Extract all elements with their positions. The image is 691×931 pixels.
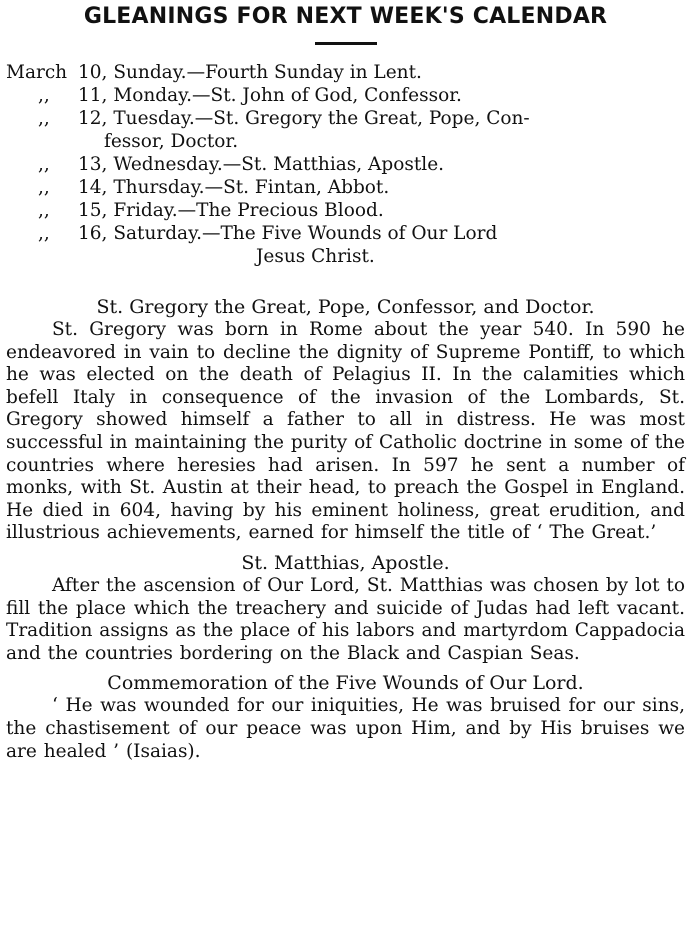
page-title: GLEANINGS FOR NEXT WEEK'S CALENDAR: [83, 4, 608, 29]
calendar-item: [6, 176, 685, 199]
calendar-text: Saturday.—The Five Wounds of Our Lord: [113, 223, 498, 244]
calendar-text: Sunday.—Fourth Sunday in Lent.: [113, 62, 422, 83]
calendar-day: 13,: [78, 154, 108, 175]
article-heading: Commemoration of the Five Wounds of Our Lord.: [107, 672, 584, 695]
article-body: St. Gregory was born in Rome about the year 540. In 590 he endeavored in vain to decline the dignity of Supreme Pontiff, to which he was elected on the death of Pelagius II. In the calamities which befell Italy in consequence of the invasion of the Lombards, St. Gregory showed himself a father to all in distress. He was most successful in maintaining the purity of Catholic doctrine in some of the countries where heresies had arisen. In 597 he sent a number of monks, with St. Austin at their head, to preach the Gospel in England. He died in 604, having by his eminent holiness, great erudition, and illustrious achievements, earned for himself the title of ‘ The Great.’: [6, 319, 685, 544]
calendar-continuation: fessor, Doctor.: [104, 131, 239, 152]
calendar-continuation: Jesus Christ.: [256, 246, 375, 267]
article-heading: St. Matthias, Apostle.: [241, 551, 450, 574]
calendar-item: [6, 84, 685, 107]
title-rule: [315, 42, 377, 45]
calendar-text: Monday.—St. John of God, Confessor.: [113, 85, 462, 106]
calendar-item: [6, 61, 685, 84]
article-gregory: [6, 295, 685, 545]
calendar-text: Tuesday.—St. Gregory the Great, Pope, Con-: [113, 108, 530, 129]
calendar-item: [6, 107, 685, 130]
calendar-text: Thursday.—St. Fintan, Abbot.: [113, 177, 390, 198]
article-body: After the ascension of Our Lord, St. Matthias was chosen by lot to fill the place which the treachery and suicide of Judas had left vacant. Tradition assigns as the place of his labors and martyrdom Cappadocia and the countries bordering on the Black and Caspian Seas.: [6, 574, 685, 664]
calendar-day: 12,: [78, 108, 108, 129]
calendar-day: 14,: [78, 177, 108, 198]
calendar-day: 16,: [78, 223, 108, 244]
calendar-text: Friday.—The Precious Blood.: [113, 200, 384, 221]
article-body: ‘ He was wounded for our iniquities, He was bruised for our sins, the chastisement of our peace was upon Him, and by His bruises we are healed ’ (Isaias).: [6, 695, 685, 762]
calendar-month: March: [6, 62, 68, 83]
calendar-list: [6, 61, 685, 268]
calendar-item: [6, 199, 685, 222]
calendar-day: 10,: [78, 62, 108, 83]
calendar-ditto: ,,: [38, 108, 50, 129]
calendar-item: [6, 153, 685, 176]
calendar-day: 11,: [78, 85, 108, 106]
section-divider: [6, 278, 685, 279]
newspaper-column: [0, 2, 691, 931]
calendar-ditto: ,,: [38, 177, 50, 198]
calendar-ditto: ,,: [38, 223, 50, 244]
calendar-ditto: ,,: [38, 154, 50, 175]
article-five-wounds: [6, 671, 685, 763]
article-matthias: [6, 551, 685, 665]
article-heading: St. Gregory the Great, Pope, Confessor, and Doctor.: [96, 296, 595, 318]
calendar-ditto: ,,: [38, 200, 50, 221]
calendar-text: Wednesday.—St. Matthias, Apostle.: [113, 154, 445, 175]
calendar-item: [6, 222, 685, 245]
calendar-ditto: ,,: [38, 85, 50, 106]
calendar-day: 15,: [78, 200, 108, 221]
